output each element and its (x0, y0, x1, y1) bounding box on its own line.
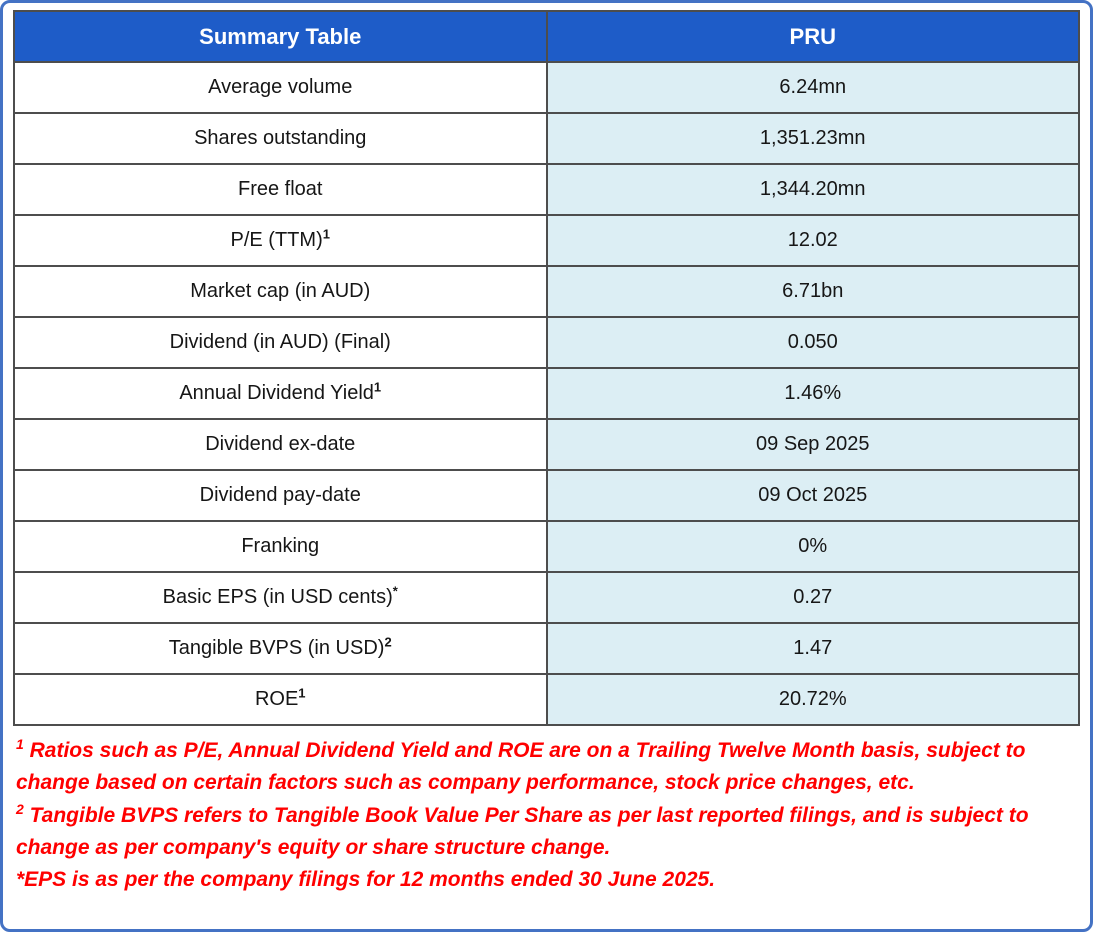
row-label (14, 521, 547, 572)
table-row (14, 572, 1079, 623)
table-row (14, 164, 1079, 215)
table-row (14, 623, 1079, 674)
footnote-bvps (16, 800, 1077, 865)
row-label (14, 266, 547, 317)
row-label-text: Dividend (in AUD) (Final) (169, 331, 391, 353)
row-label (14, 62, 547, 113)
header-cell-summary-table: Summary Table (14, 11, 547, 62)
row-label (14, 215, 547, 266)
summary-table-body (14, 62, 1079, 725)
row-label-text: Market cap (in AUD) (190, 280, 371, 302)
table-row (14, 62, 1079, 113)
row-label-text: Franking (241, 535, 320, 557)
row-label-text: Average volume (208, 76, 353, 98)
header-cell-ticker: PRU (547, 11, 1080, 62)
row-label-text: Free float (238, 178, 323, 200)
row-label (14, 674, 547, 725)
table-row (14, 368, 1079, 419)
footnote-text: Tangible BVPS refers to Tangible Book Value Per Share as per last reported filings, and is subject to change as per company's equity or share structure change. (16, 803, 1029, 859)
row-value: 1.46% (547, 368, 1080, 419)
row-label (14, 419, 547, 470)
row-label (14, 317, 547, 368)
table-row (14, 215, 1079, 266)
footnote-ref: 2 (384, 634, 392, 650)
footnote-eps (16, 864, 1077, 896)
row-value: 20.72% (547, 674, 1080, 725)
footnote-ref: 1 (322, 226, 330, 242)
footnotes-section (13, 726, 1080, 897)
row-label-text: ROE (254, 688, 299, 710)
table-row (14, 317, 1079, 368)
row-label (14, 113, 547, 164)
footnote-ttm (16, 735, 1077, 800)
row-label-text: Shares outstanding (194, 127, 367, 149)
table-row (14, 521, 1079, 572)
row-value: 09 Sep 2025 (547, 419, 1080, 470)
footnote-ref: 1 (373, 379, 382, 395)
footnote-ref: * (392, 583, 398, 599)
summary-table (13, 10, 1080, 726)
footnote-text: Ratios such as P/E, Annual Dividend Yield and ROE are on a Trailing Twelve Month basis, subject to change based on certain factors such as company performance, stock price changes, etc. (16, 739, 1026, 795)
table-row (14, 419, 1079, 470)
header-row (14, 11, 1079, 62)
row-label-text: Dividend pay-date (199, 484, 361, 506)
row-value: 1,344.20mn (547, 164, 1080, 215)
row-value: 09 Oct 2025 (547, 470, 1080, 521)
row-value: 6.71bn (547, 266, 1080, 317)
row-value: 0.27 (547, 572, 1080, 623)
row-label (14, 470, 547, 521)
row-label-text: P/E (TTM) (230, 229, 323, 251)
row-label (14, 572, 547, 623)
row-label-text: Basic EPS (in USD cents) (162, 586, 393, 608)
row-value: 1.47 (547, 623, 1080, 674)
row-value: 12.02 (547, 215, 1080, 266)
row-label-text: Dividend ex-date (205, 433, 356, 455)
row-value: 0% (547, 521, 1080, 572)
summary-table-header (14, 11, 1079, 62)
row-label-text: Annual Dividend Yield (179, 382, 374, 404)
footnote-marker: 2 (16, 800, 24, 817)
row-value: 6.24mn (547, 62, 1080, 113)
table-row (14, 266, 1079, 317)
footnote-ref: 1 (298, 685, 306, 701)
table-row (14, 113, 1079, 164)
row-label (14, 164, 547, 215)
row-label (14, 623, 547, 674)
footnote-marker: 1 (16, 736, 24, 752)
row-value: 0.050 (547, 317, 1080, 368)
footnote-text: *EPS is as per the company filings for 12 months ended 30 June 2025. (16, 868, 716, 892)
row-label (14, 368, 547, 419)
row-value: 1,351.23mn (547, 113, 1080, 164)
table-row (14, 470, 1079, 521)
table-row (14, 674, 1079, 725)
row-label-text: Tangible BVPS (in USD) (168, 637, 385, 659)
